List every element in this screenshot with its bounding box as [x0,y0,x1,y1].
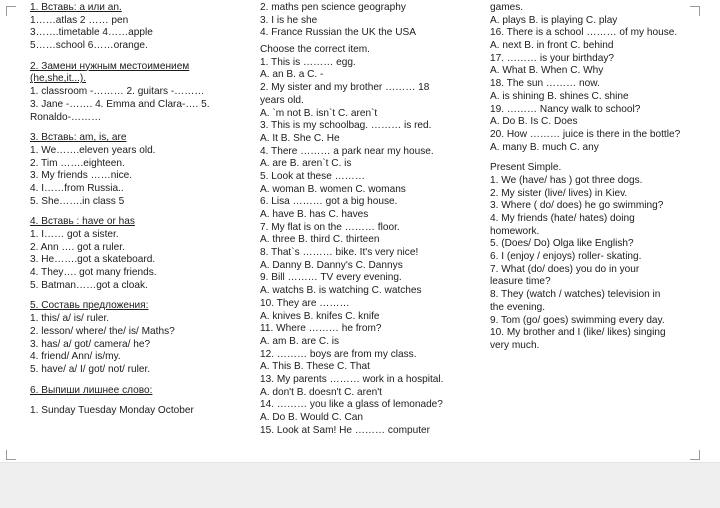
present-simple-line: 4. My friends (hate/ hates) doing [490,213,635,224]
choose-line: 20. How ……… juice is there in the bottle? [490,128,681,140]
present-simple-line: very much. [490,339,540,351]
section-3-line: 2. Tim …….eighteen. [30,157,125,169]
present-simple-line: 3. Where ( do/ does) he go swimming? [490,200,664,212]
section-5-line: 2. lesson/ where/ the/ is/ Maths? [30,325,175,337]
choose-line: A. `m not B. isn`t C. aren`t [260,107,378,119]
choose-heading: Choose the correct item. [260,44,370,56]
section-1-heading: 1. Вставь: a или an. [30,2,122,13]
choose-line: 8. That`s ……… bike. It's very nice! [260,247,419,259]
choose-line: 4. There ……… a park near my house. [260,145,434,157]
present-simple-line: homework. [490,225,540,237]
choose-line: A. are B. aren`t C. is [260,158,352,170]
present-simple-line: the evening. [490,301,545,313]
section-2-line: 3. Jane -……. 4. Emma and Clara-…. 5. [30,98,210,110]
choose-line: 19. ……… Nancy walk to school? [490,103,641,115]
choose-line: games. [490,2,524,13]
choose-line: A. don't B. doesn't C. aren't [260,386,382,398]
choose-line: A. Danny B. Danny's C. Dannys [260,259,403,271]
column-right [490,2,718,353]
choose-line: A. am B. are C. is [260,335,340,347]
section-3-line: 5. She…….in class 5 [30,195,125,207]
present-simple-heading: Present Simple. [490,162,562,174]
section-4-line: 3. He…….got a skateboard. [30,254,156,266]
section-5-line: 4. friend/ Ann/ is/my. [30,351,121,363]
choose-line: 5. Look at these ……… [260,170,365,182]
section-4-line: 4. They…. got many friends. [30,267,157,279]
present-simple-line: 5. (Does/ Do) Olga like English? [490,238,634,250]
choose-line: A. three B. third C. thirteen [260,234,380,246]
section-4-line: 5. Batman……got a cloak. [30,279,148,291]
choose-line: 12. ……… boys are from my class. [260,348,417,360]
choose-line: A. watchs B. is watching C. watches [260,285,422,297]
choose-line: A. What B. When C. Why [490,65,604,77]
section-1-line: 3…….timetable 4……apple [30,27,153,39]
section-4-line: 2. Ann …. got a ruler. [30,241,125,253]
section-4-heading: 4. Вставь : have or has [30,216,135,228]
choose-line: years old. [260,94,304,106]
choose-line: A. This B. These C. That [260,361,370,373]
section-5-line: 1. this/ a/ is/ ruler. [30,313,110,325]
section-4-line: 1. I…… got a sister. [30,229,119,240]
section-6-line: 1. Sunday Tuesday Monday October [30,405,194,417]
section-2-heading-cont: (he,she,it...). [30,73,87,85]
choose-line: A. plays B. is playing C. play [490,14,618,26]
choose-line: A. is shining B. shines C. shine [490,90,629,102]
choose-line: A. have B. has C. haves [260,209,369,220]
choose-line: 16. There is a school ……… of my house. [490,27,678,39]
choose-line: A. many B. much C. any [490,141,599,153]
choose-line: 18. The sun ……… now. [490,78,600,90]
section-2-line: Ronaldo-……… [30,111,102,123]
choose-line: 1. This is ……… egg. [260,56,356,68]
choose-line: 7. My flat is on the ……… floor. [260,221,400,233]
section-3-line: 4. I……from Russia.. [30,182,124,194]
choose-line: 10. They are ……… [260,297,350,309]
section-3-heading: 3. Вставь: am, is, are [30,132,127,144]
present-simple-line: leasure time? [490,276,551,288]
choose-line: A. Do B. Is C. Does [490,116,578,128]
section-1-line: 5……school 6……orange. [30,40,148,52]
choose-line: 14. ……… you like a glass of lemonade? [260,399,443,411]
choose-line: 2. My sister and my brother ……… 18 [260,82,430,94]
section-2-heading: 2. Замени нужным местоимением [30,60,190,72]
present-simple-line: 9. Tom (go/ goes) swimming every day. [490,314,665,326]
section-5-line: 3. has/ a/ got/ camera/ he? [30,338,151,350]
crop-mark-bottom-right [690,450,700,460]
choose-line: A. next B. in front C. behind [490,40,614,52]
column-middle [260,2,485,437]
choose-line: 9. Bill ……… TV every evening. [260,272,402,284]
section-5-heading: 5. Составь предложения: [30,300,149,312]
section-2-line: 1. classroom -……… 2. guitars -……… [30,86,205,98]
present-simple-line: 10. My brother and I (like/ likes) singing [490,327,666,339]
column-left [30,2,252,418]
section-5-line: 5. have/ a/ I/ got/ not/ ruler. [30,363,151,375]
choose-line: A. woman B. women C. womans [260,183,406,195]
odd-word-line: 4. France Russian the UK the USA [260,27,416,39]
choose-line: 3. This is my schoolbag. ……… is red. [260,120,432,132]
choose-line: 6. Lisa ……… got a big house. [260,196,398,208]
present-simple-line: 2. My sister (live/ lives) in Kiev. [490,187,628,199]
choose-line: A. Do B. Would C. Can [260,412,364,423]
choose-line: A. It B. She C. He [260,132,340,144]
choose-line: 15. Look at Sam! He ……… computer [260,424,430,436]
page-bottom-margin [0,462,720,508]
present-simple-line: 1. We (have/ has ) got three dogs. [490,174,643,186]
section-1-line: 1……atlas 2 …… pen [30,14,129,26]
crop-mark-bottom-left [6,450,16,460]
present-simple-line: 7. What (do/ does) you do in your [490,263,640,275]
choose-line: A. an B. a C. - [260,69,324,81]
choose-line: A. knives B. knifes C. knife [260,310,380,322]
present-simple-line: 8. They (watch / watches) television in [490,289,661,301]
odd-word-line: 2. maths pen science geography [260,2,406,13]
section-3-line: 1. We…….eleven years old. [30,144,156,156]
choose-line: 17. ……… is your birthday? [490,52,614,64]
present-simple-line: 6. I (enjoy / enjoys) roller- skating. [490,251,642,263]
section-6-heading: 6. Выпиши лишнее слово: [30,384,153,396]
choose-line: 11. Where ……… he from? [260,323,382,335]
odd-word-line: 3. I is he she [260,14,318,26]
crop-mark-top-left [6,6,16,16]
choose-line: 13. My parents ……… work in a hospital. [260,373,444,385]
section-3-line: 3. My friends ……nice. [30,170,133,182]
